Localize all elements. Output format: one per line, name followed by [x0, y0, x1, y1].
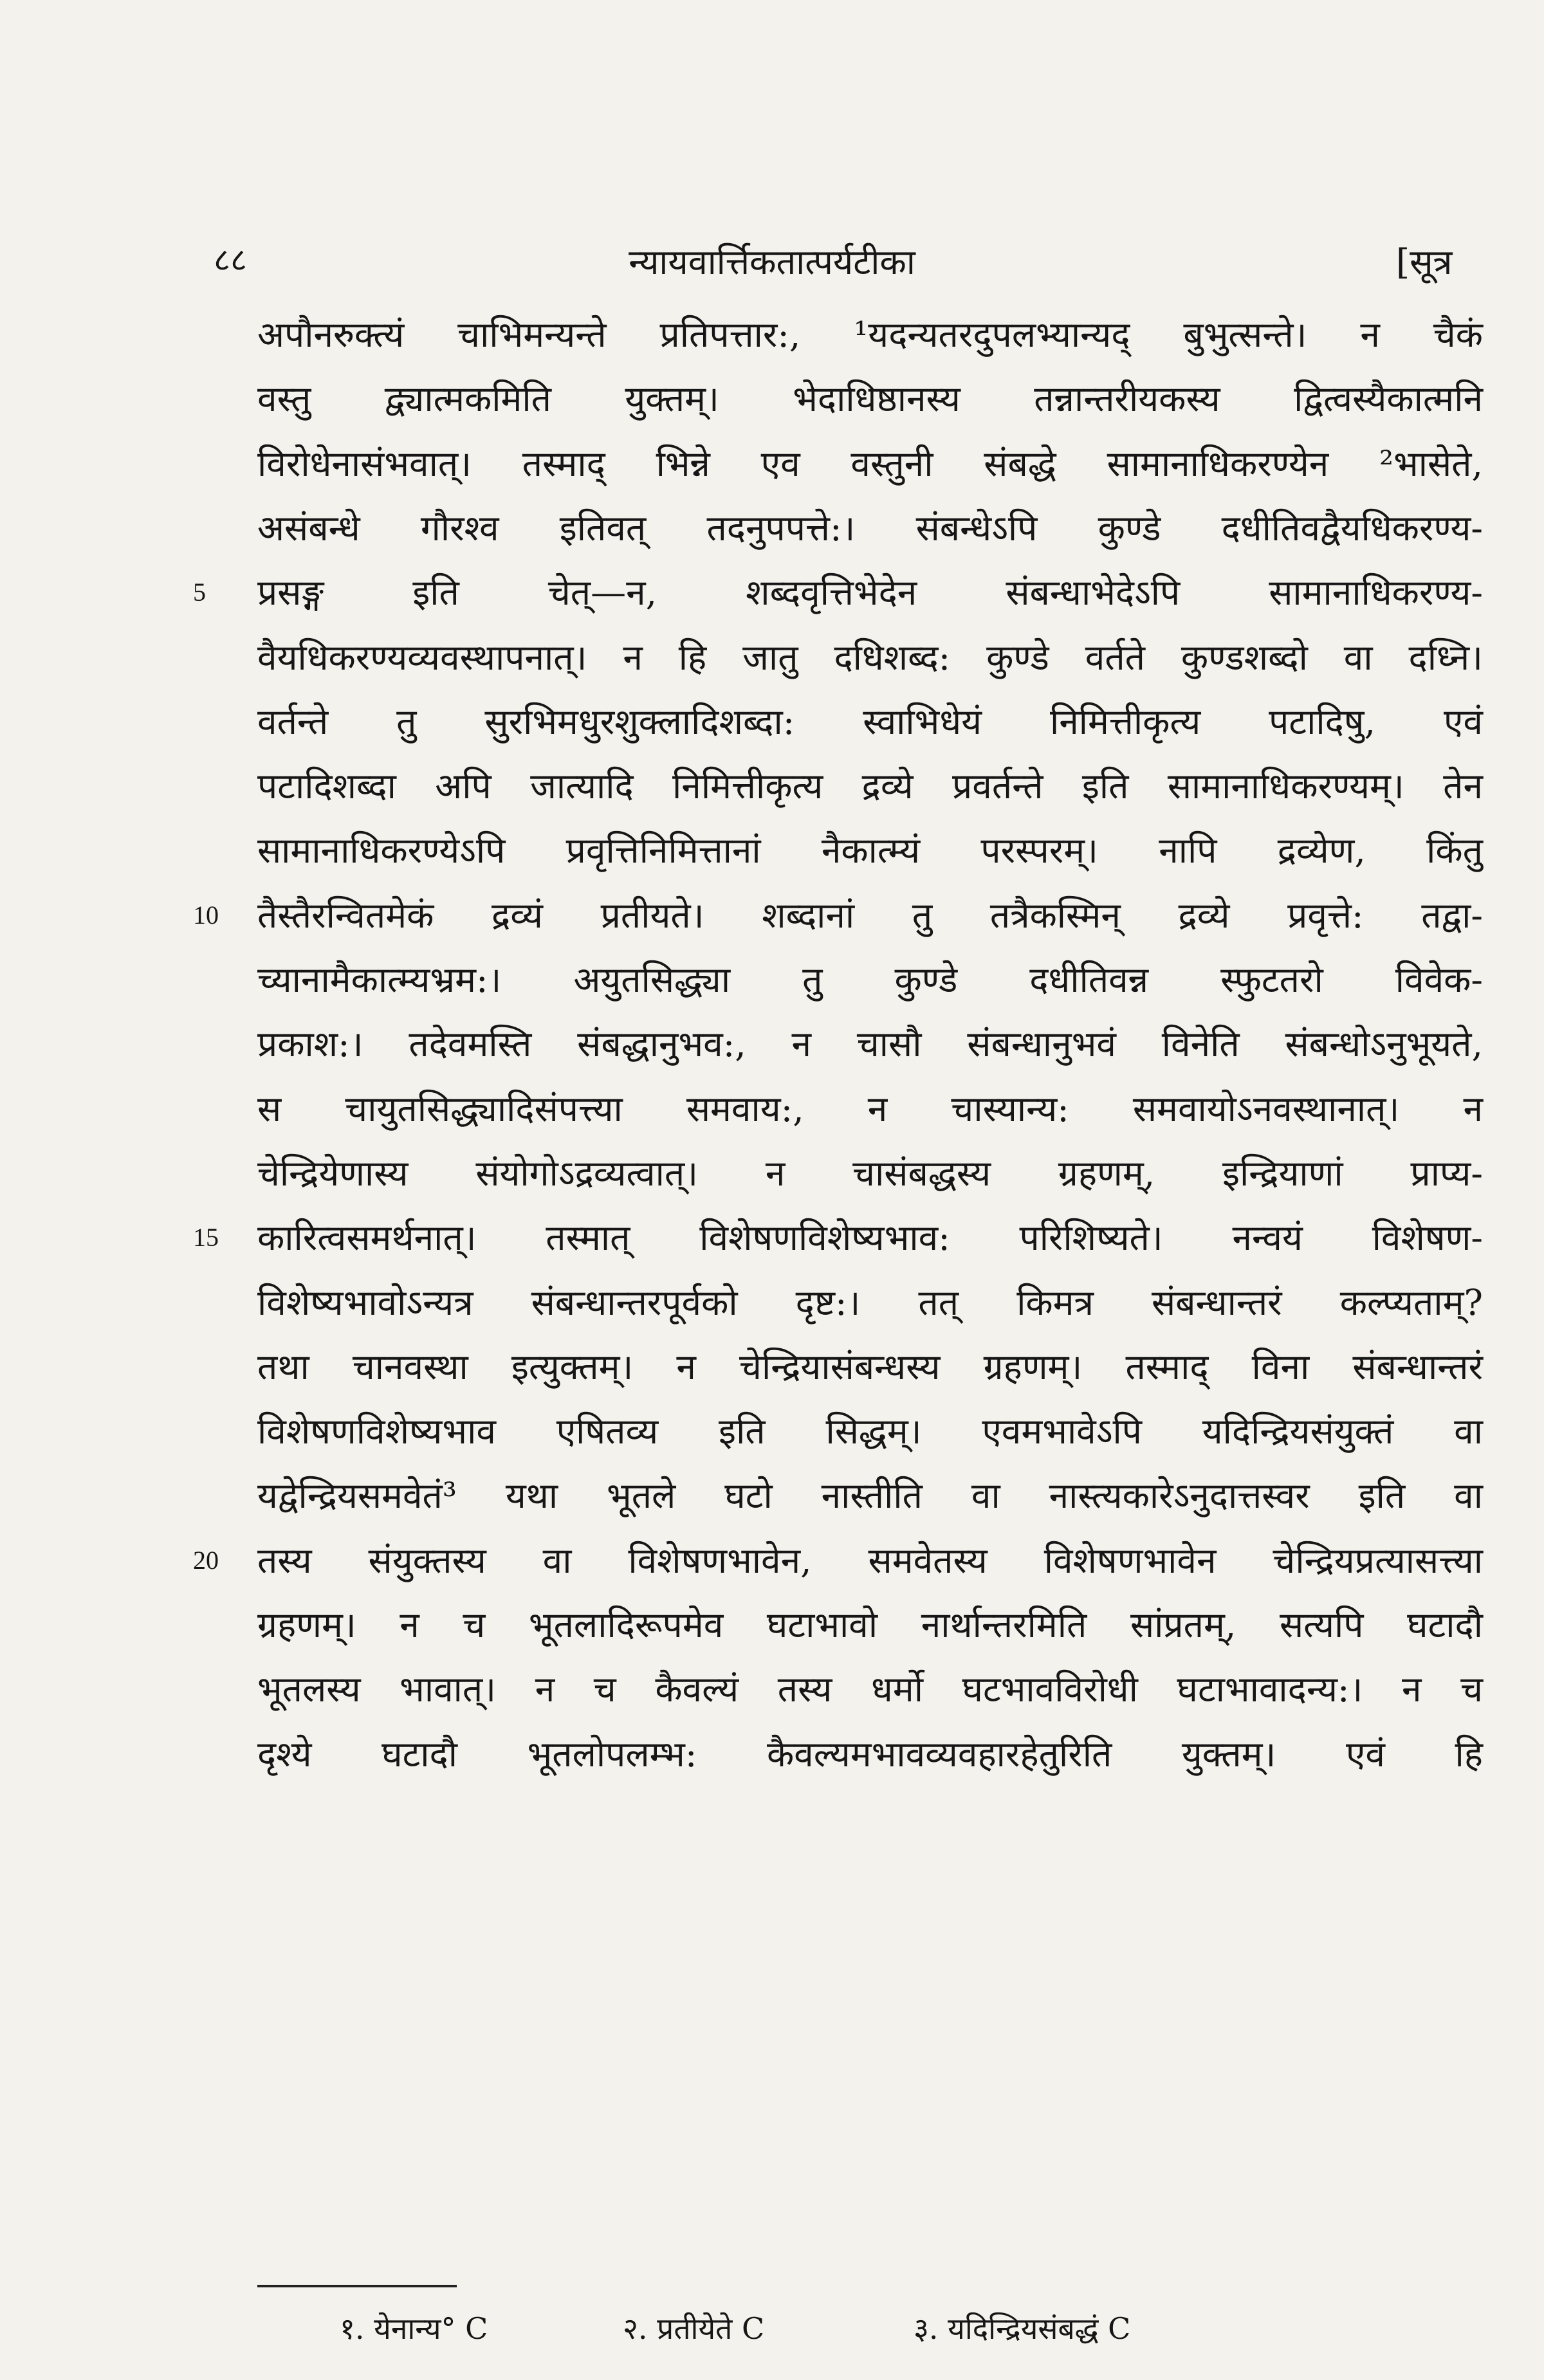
footnotes	[0, 2308, 1544, 2359]
page-number: ८८	[214, 241, 247, 279]
text-line: तथा चानवस्था इत्युक्तम्। न चेन्द्रियासंबन्धस्य ग्रहणम्। तस्माद् विना संबन्धान्तरं	[257, 1346, 1483, 1387]
text-line: अपौनरुक्त्यं चाभिमन्यन्ते प्रतिपत्तार:, ¹यदन्यतरदुपलभ्यान्यद् बुभुत्सन्ते। न चैकं	[257, 314, 1483, 355]
footnote-rule	[257, 2285, 457, 2287]
text-line: वैयधिकरण्यव्यवस्थापनात्। न हि जातु दधिशब्द: कुण्डे वर्तते कुण्डशब्दो वा दध्नि।	[257, 637, 1483, 678]
text-line: तस्य संयुक्तस्य वा विशेषणभावेन, समवेतस्य विशेषणभावेन चेन्द्रियप्रत्यासत्त्या	[257, 1540, 1483, 1581]
text-line: विशेषणविशेष्यभाव एषितव्य इति सिद्धम्। एवमभावेऽपि यदिन्द्रियसंयुक्तं वा	[257, 1411, 1483, 1452]
footnote-1: १. येनान्य° C	[340, 2311, 488, 2346]
line-number: 15	[193, 1223, 219, 1252]
text-line: पटादिशब्दा अपि जात्यादि निमित्तीकृत्य द्रव्ये प्रवर्तन्ते इति सामानाधिकरण्यम्। तेन	[257, 765, 1483, 807]
text-line: स चायुतसिद्ध्यादिसंपत्त्या समवाय:, न चास्यान्य: समवायोऽनवस्थानात्। न	[257, 1088, 1483, 1130]
text-line: असंबन्धे गौरश्व इतिवत् तदनुपपत्ते:। संबन्धेऽपि कुण्डे दधीतिवद्वैयधिकरण्य-	[257, 508, 1483, 549]
text-line: प्रसङ्ग इति चेत्—न, शब्दवृत्तिभेदेन संबन्धाभेदेऽपि सामानाधिकरण्य-	[257, 572, 1483, 613]
text-line: विशेष्यभावोऽन्यत्र संबन्धान्तरपूर्वको दृष्ट:। तत् किमत्र संबन्धान्तरं कल्प्यताम्?	[257, 1282, 1483, 1323]
running-header	[0, 237, 1544, 288]
text-line: भूतलस्य भावात्। न च कैवल्यं तस्य धर्मो घटभावविरोधी घटाभावादन्य:। न च	[257, 1669, 1483, 1710]
line-number: 20	[193, 1546, 219, 1575]
text-line: यद्वेन्द्रियसमवेतं³ यथा भूतले घटो नास्तीति वा नास्त्यकारेऽनुदात्तस्वर इति वा	[257, 1475, 1483, 1516]
text-line: चेन्द्रियेणास्य संयोगोऽद्रव्यत्वात्। न चासंबद्धस्य ग्रहणम्, इन्द्रियाणां प्राप्य-	[257, 1153, 1483, 1194]
line-number: 10	[193, 901, 219, 929]
section-label: [सूत्र	[1396, 242, 1453, 282]
page-title: न्यायवार्त्तिकतात्पर्यटीका	[629, 242, 915, 282]
text-line: कारित्वसमर्थनात्। तस्मात् विशेषणविशेष्यभाव: परिशिष्यते। नन्वयं विशेषण-	[257, 1217, 1483, 1258]
text-line: वर्तन्ते तु सुरभिमधुरशुक्लादिशब्दा: स्वाभिधेयं निमित्तीकृत्य पटादिषु, एवं	[257, 701, 1483, 742]
text-line: प्रकाश:। तदेवमस्ति संबद्धानुभव:, न चासौ संबन्धानुभवं विनेति संबन्धोऽनुभूयते,	[257, 1023, 1483, 1065]
text-line: तैस्तैरन्वितमेकं द्रव्यं प्रतीयते। शब्दानां तु तत्रैकस्मिन् द्रव्ये प्रवृत्ते: तद्वा-	[257, 895, 1483, 936]
text-line: दृश्ये घटादौ भूतलोपलम्भ: कैवल्यमभावव्यवहारहेतुरिति युक्तम्। एवं हि	[257, 1734, 1483, 1775]
text-line: वस्तु द्व्यात्मकमिति युक्तम्। भेदाधिष्ठानस्य तन्नान्तरीयकस्य द्वित्वस्यैकात्मनि	[257, 378, 1483, 419]
text-line: विरोधेनासंभवात्। तस्माद् भिन्ने एव वस्तुनी संबद्धे सामानाधिकरण्येन ²भासेते,	[257, 443, 1483, 484]
text-line: ग्रहणम्। न च भूतलादिरूपमेव घटाभावो नार्थान्तरमिति सांप्रतम्, सत्यपि घटादौ	[257, 1604, 1483, 1645]
footnote-3: ३. यदिन्द्रियसंबद्धं C	[914, 2311, 1131, 2346]
text-line: च्यानामैकात्म्यभ्रम:। अयुतसिद्ध्या तु कुण्डे दधीतिवन्न स्फुटतरो विवेक-	[257, 959, 1483, 1000]
text-line: सामानाधिकरण्येऽपि प्रवृत्तिनिमित्तानां नैकात्म्यं परस्परम्। नापि द्रव्येण, किंतु	[257, 830, 1483, 871]
footnote-2: २. प्रतीयेते C	[623, 2311, 765, 2346]
line-number: 5	[193, 578, 206, 607]
